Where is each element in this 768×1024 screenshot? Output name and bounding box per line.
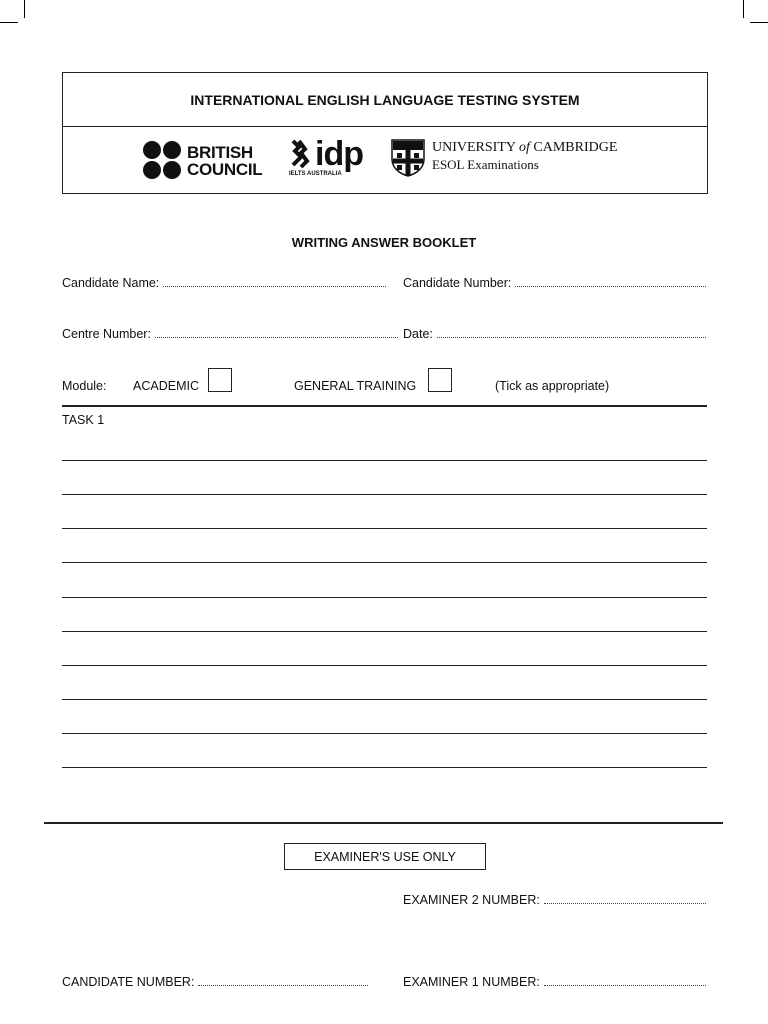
writing-line[interactable] [62, 631, 707, 632]
writing-line[interactable] [62, 767, 707, 768]
writing-line[interactable] [62, 460, 707, 461]
date-label: Date: [403, 327, 433, 341]
examiner1-number-field[interactable] [403, 975, 706, 989]
examiner2-number-field[interactable] [403, 893, 706, 907]
general-training-label: GENERAL TRAINING [294, 379, 417, 393]
examiner1-number-line[interactable] [544, 984, 706, 986]
cambridge-shield-icon [391, 139, 425, 177]
academic-checkbox[interactable] [208, 368, 232, 392]
candidate-name-field[interactable] [62, 276, 386, 290]
tick-note: (Tick as appropriate) [495, 379, 610, 393]
header-box [62, 72, 708, 194]
british-council-wordmark: BRITISH COUNCIL [187, 143, 263, 179]
writing-line[interactable] [62, 597, 707, 598]
footer-candidate-number-label: CANDIDATE NUMBER: [62, 975, 195, 989]
logos-row [63, 127, 707, 193]
examiner2-number-line[interactable] [544, 902, 706, 904]
general-training-checkbox[interactable] [428, 368, 452, 392]
idp-emblem-icon [289, 139, 313, 169]
examiners-use-only-label: EXAMINER'S USE ONLY [314, 849, 456, 864]
writing-line[interactable] [62, 733, 707, 734]
writing-line[interactable] [62, 562, 707, 563]
candidate-name-line[interactable] [163, 285, 386, 287]
examiner1-number-label: EXAMINER 1 NUMBER: [403, 975, 540, 989]
candidate-name-label: Candidate Name: [62, 276, 160, 290]
british-council-dots-icon [143, 141, 185, 181]
crop-mark [0, 22, 18, 23]
centre-number-line[interactable] [155, 336, 398, 338]
centre-number-label: Centre Number: [62, 327, 151, 341]
examiner2-number-label: EXAMINER 2 NUMBER: [403, 893, 540, 907]
academic-label: ACADEMIC [133, 379, 199, 393]
footer-candidate-number-field[interactable] [62, 975, 368, 989]
date-line[interactable] [437, 336, 706, 338]
british-council-logo [143, 141, 262, 181]
centre-number-field[interactable] [62, 327, 398, 341]
task-label: TASK 1 [62, 413, 105, 427]
examiners-use-only-box [284, 843, 486, 870]
booklet-title: WRITING ANSWER BOOKLET [291, 235, 477, 250]
writing-line[interactable] [62, 528, 707, 529]
candidate-number-label: Candidate Number: [403, 276, 512, 290]
writing-line[interactable] [62, 665, 707, 666]
cambridge-logo [391, 139, 618, 182]
idp-wordmark: idp [315, 135, 363, 173]
crop-mark [750, 22, 768, 23]
module-divider [62, 405, 707, 407]
date-field[interactable] [403, 327, 706, 341]
header-title: INTERNATIONAL ENGLISH LANGUAGE TESTING SYSTEM [63, 73, 707, 127]
module-label: Module: [62, 379, 107, 393]
examiner-divider [44, 822, 723, 824]
footer-candidate-number-line[interactable] [198, 984, 368, 986]
writing-line[interactable] [62, 494, 707, 495]
candidate-number-field[interactable] [403, 276, 706, 290]
crop-mark [24, 0, 25, 18]
cambridge-wordmark: UNIVERSITY of CAMBRIDGE ESOL Examinations [432, 140, 618, 172]
idp-subtitle: IELTS AUSTRALIA [289, 171, 342, 177]
writing-line[interactable] [62, 699, 707, 700]
candidate-number-line[interactable] [515, 285, 706, 287]
crop-mark [743, 0, 744, 18]
